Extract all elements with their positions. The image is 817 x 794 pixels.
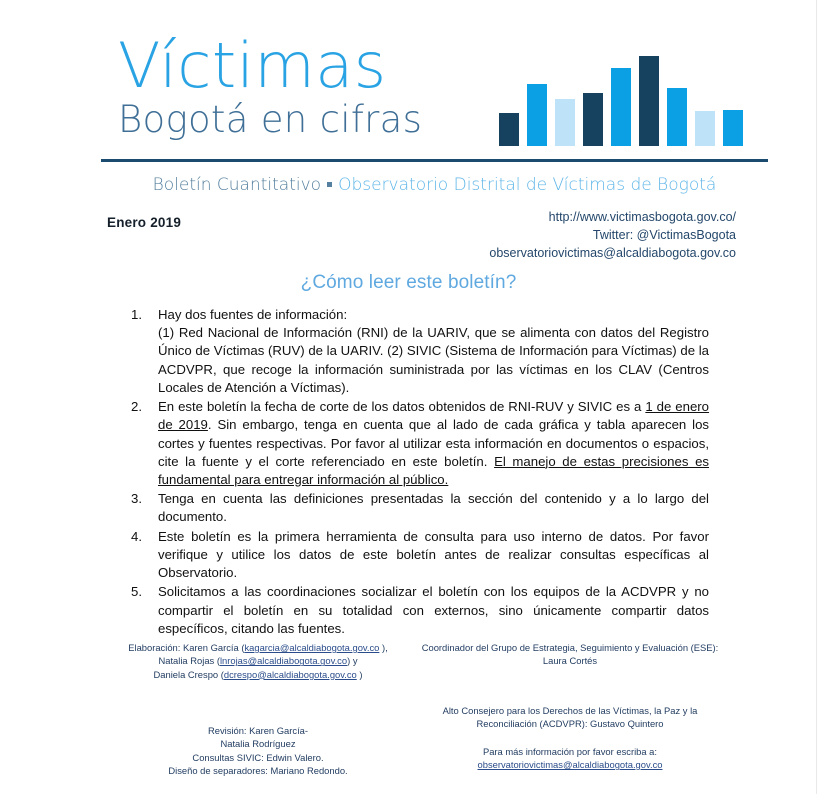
list-item-number: 1. xyxy=(131,307,142,322)
logo-bar-4 xyxy=(583,93,603,146)
logo-bar-7 xyxy=(667,88,687,146)
list-item-1-line-1: Hay dos fuentes de información: xyxy=(158,307,348,322)
list-item-number: 5. xyxy=(131,584,142,600)
page-title-part2: boletín? xyxy=(447,272,517,293)
credits-revision xyxy=(108,724,408,777)
tagline-left: Boletín Cuantitativo xyxy=(152,175,322,195)
list-item-number: 4. xyxy=(131,528,142,544)
list-item-2-underline-note: El manejo de estas precisiones es fundamental para entregar información al público. xyxy=(158,453,709,487)
brand-block xyxy=(118,29,423,141)
elaboracion-tail-1: ), xyxy=(379,642,388,653)
credits-elaboracion xyxy=(108,641,408,681)
tagline xyxy=(101,175,768,195)
list-item xyxy=(131,490,709,526)
masthead xyxy=(0,0,817,160)
brand-subtitle: Bogotá en cifras xyxy=(118,97,423,141)
elaboracion-email-1[interactable]: kagarcia@alcaldiabogota.gov.co xyxy=(244,642,380,653)
elaboracion-email-3[interactable]: dcrespo@alcaldiabogota.gov.co xyxy=(223,668,357,680)
elaboracion-line-2 xyxy=(108,654,408,667)
revision-line-4: Diseño de separadores: Mariano Redondo. xyxy=(168,765,348,777)
tagline-right: Observatorio Distrital de Víctimas de Bogotá xyxy=(338,175,717,195)
mas-info-email[interactable]: observatoriovictimas@alcaldiabogota.gov.co xyxy=(477,759,663,771)
contact-twitter[interactable]: Twitter: @VictimasBogota xyxy=(592,227,736,242)
logo-bar-5 xyxy=(611,68,631,146)
list-item xyxy=(131,398,709,489)
revision-line-1: Revisión: Karen García- xyxy=(207,725,309,736)
coordinador-line-2: Laura Cortés xyxy=(542,655,598,667)
credits-footer xyxy=(0,638,817,788)
list-item-1-line-3: (2) SIVIC (Sistema de Información para Víctimas) de la ACDVPR, que recoge la información suministrada por las víctimas en los CLAV (Centros Locales de Atención a Víctimas). xyxy=(158,343,709,395)
list-item-2-underline-date: 1 de enero de 2019 xyxy=(158,399,710,433)
coordinador-line-1: Coordinador del Grupo de Estrategia, Seguimiento y Evaluación (ESE): xyxy=(421,642,719,653)
brand-title: Víctimas xyxy=(118,29,387,102)
elaboracion-line-1 xyxy=(108,641,408,654)
list-item-number: 3. xyxy=(131,491,142,507)
alto-consejero-line-1: Alto Consejero para los Derechos de las Víctimas, la Paz y la xyxy=(442,705,698,716)
list-item-2-seg-3: . Sin embargo, tenga en cuenta que al lado de cada gráfica y tabla aparecen los cortes y fuentes respectivas. Por favor al utilizar esta información en documentos o espacios, cite la fuente y el corte referenciado en este boletín. xyxy=(158,417,710,469)
page-title-part1: ¿Cómo leer este xyxy=(300,272,443,293)
list-item xyxy=(131,306,709,397)
list-item-number: 2. xyxy=(131,399,142,415)
issue-date: Enero 2019 xyxy=(107,215,182,230)
contact-email[interactable]: observatoriovictimas@alcaldiabogota.gov.co xyxy=(489,245,736,260)
logo-bar-chart xyxy=(499,50,749,146)
list-item-body: Tenga en cuenta las definiciones presentadas la sección del contenido y a lo largo del documento. xyxy=(158,491,709,525)
page-title xyxy=(0,272,817,294)
logo-bar-6 xyxy=(639,56,659,146)
elaboracion-name-2: Natalia Rojas ( xyxy=(158,655,220,667)
credits-alto-consejero xyxy=(410,704,730,771)
contact-block xyxy=(489,209,736,262)
logo-bar-8 xyxy=(695,111,715,146)
alto-consejero-line-2: Reconciliación (ACDVPR): Gustavo Quintero xyxy=(476,718,664,730)
list-item xyxy=(131,528,709,583)
elaboracion-label: Elaboración: Karen García ( xyxy=(128,642,245,653)
logo-bar-3 xyxy=(555,99,575,146)
elaboracion-tail-3: ) xyxy=(356,668,363,680)
list-item-1-line-2: (1) Red Nacional de Información (RNI) de la UARIV, que se alimenta con datos del Registro Único de Víctimas (RUV) de la UARIV. xyxy=(158,325,709,359)
instructions-list xyxy=(131,306,709,639)
elaboracion-email-2[interactable]: lnrojas@alcaldiabogota.gov.co xyxy=(219,655,348,667)
mas-info-line-1: Para más información por favor escriba a: xyxy=(482,745,658,757)
logo-bar-9 xyxy=(723,110,743,146)
elaboracion-tail-2: ) y xyxy=(347,655,358,667)
list-item-body xyxy=(158,306,709,397)
credits-coordinador xyxy=(410,641,730,668)
contact-website[interactable]: http://www.victimasbogota.gov.co/ xyxy=(548,210,736,224)
list-item-body: Solicitamos a las coordinaciones socializar el boletín con los equipos de la ACDVPR y no compartir el boletín en su totalidad con externos, sino únicamente compartir datos específicos, citando las fuentes. xyxy=(158,584,709,636)
revision-line-2: Natalia Rodríguez xyxy=(220,738,296,750)
revision-line-3: Consultas SIVIC: Edwin Valero. xyxy=(192,751,324,763)
logo-bar-2 xyxy=(527,84,547,146)
credits-spacer xyxy=(410,731,730,745)
header-divider-rule xyxy=(101,159,768,162)
elaboracion-name-3: Daniela Crespo ( xyxy=(153,668,224,680)
bullet-square-icon xyxy=(327,182,332,187)
list-item-2-seg-1: En este boletín la fecha de corte de los datos obtenidos de RNI-RUV y SIVIC es a xyxy=(158,399,646,415)
list-item xyxy=(131,583,709,638)
logo-bar-1 xyxy=(499,113,519,146)
elaboracion-line-3 xyxy=(108,668,408,681)
list-item-body xyxy=(158,398,709,489)
list-item-body: Este boletín es la primera herramienta de consulta para uso interno de datos. Por favor verifique y utilice los datos de este boletín antes de realizar consultas específicas al Observatorio. xyxy=(158,528,709,581)
